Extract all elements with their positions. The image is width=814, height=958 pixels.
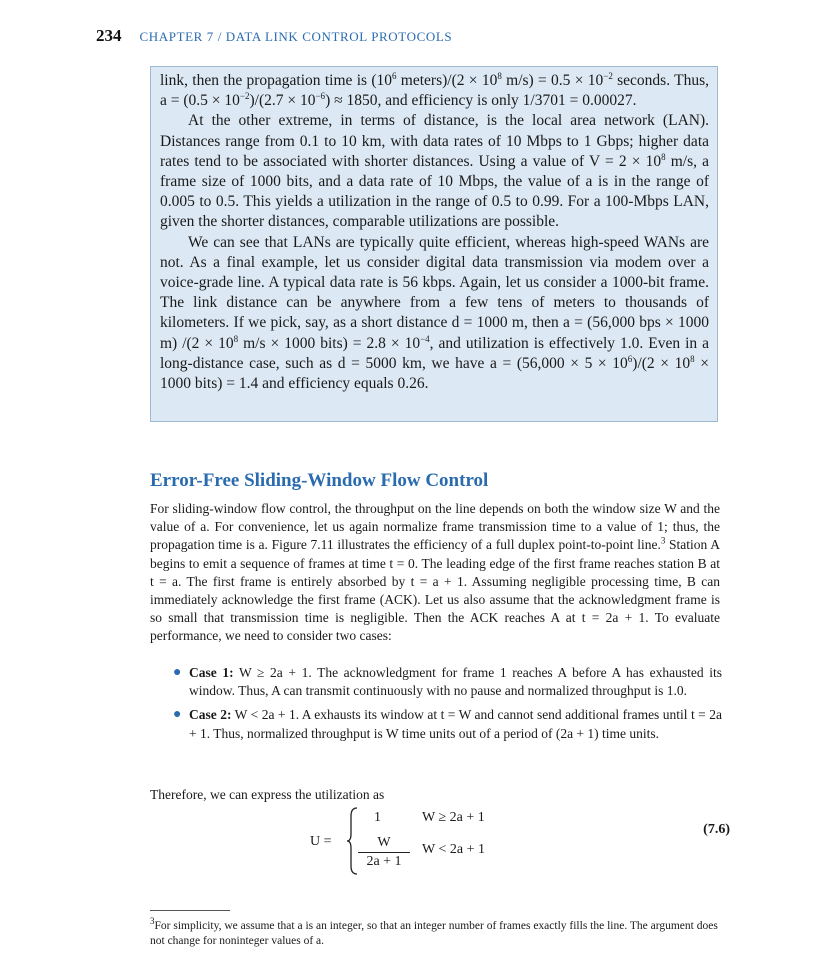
left-brace-icon (346, 806, 358, 876)
equation-case-2-condition: W < 2a + 1 (422, 842, 485, 857)
page-header (96, 26, 452, 52)
equation-case-1-condition: W ≥ 2a + 1 (422, 810, 485, 825)
box-paragraph-3: We can see that LANs are typically quite efficient, whereas high-speed WANs are not. As a final example, let us consider digital data transmission via modem over a voice-grade line. A typical data rate is 56 kbps. Again, let us consider a 1000-bit frame. The link distance can be anywhere from a few tens of meters to thousands of kilometers. If we pick, say, as a short distance d = 1000 m, then a = (56,000 bps × 1000 m) $/(2 \times 10^8$ m/s × 1000 bits) = $2.8 \times 10^{-4}$, and utilization is effectively 1.0. Even in a long-distance case, such as d = 5000 km, we have $a = (56,000 \times 5 \times 10^6)/(2 \times 10^8 \times 1000$ bits) = 1.4 and efficiency equals 0.26. (160, 233, 709, 393)
example-box (150, 66, 718, 422)
footnote-mark: 3 (150, 916, 155, 927)
equation-case-1-value: 1 (374, 810, 381, 825)
equation-7-6 (310, 806, 730, 876)
page-number: 234 (96, 26, 122, 45)
equation-numerator: W (358, 834, 410, 853)
bullet-icon: ● (173, 665, 182, 680)
section-paragraph-1: For sliding-window flow control, the throughput on the line depends on both the window size W and the value of a. For convenience, let us again normalize frame transmission time to a value of 1; thus, the propagation time is a. Figure 7.11 illustrates the efficiency of a full duplex point-to-point line.$^3$ Station A begins to emit a sequence of frames at time t = 0. The leading edge of the first frame reaches station B at t = a. The first frame is entirely absorbed by t = a + 1. Assuming negligible processing time, B can immediately acknowledge the first frame (ACK). Let us also assume that the acknowledgment frame is so small that transmission time is negligible. Then the ACK reaches A at t = 2a + 1. To evaluate performance, we need to consider two cases: (150, 501, 720, 644)
section-paragraph-2: Therefore, we can express the utilization as (150, 787, 385, 802)
bullet-icon: ● (173, 707, 182, 723)
section-title: Error-Free Sliding-Window Flow Control (150, 470, 489, 491)
equation-number: (7.6) (703, 822, 730, 837)
footnote-marker[interactable]: 3 (660, 535, 666, 546)
chapter-title: CHAPTER 7 / DATA LINK CONTROL PROTOCOLS (139, 29, 453, 44)
box-paragraph-1: link, then the propagation time is ($10^6$ meters)/(2 × $10^8$ $m/s) = 0.5 \times 10^{-2}$ seconds. Thus, $a = (0.5 \times 10^{-2})/(2.7 \times 10^{-6}) \approx 1850$, and efficiency is only 1/3701 = 0.00027. (160, 70, 709, 110)
list-item-case-2: ● Case 2: W < 2a + 1. A exhausts its window at t = W and cannot send additional frames until t = 2a + 1. Thus, normalized throughput is W time units out of a period of (2a + 1) time units. (173, 707, 722, 741)
footnote-divider (150, 910, 230, 911)
footnote: $^3$For simplicity, we assume that a is an integer, so that an integer number of frames exactly fills the line. The argument does not change for noninteger values of a. (150, 916, 718, 947)
equation-lhs: U = (310, 834, 332, 849)
case-list (150, 664, 722, 749)
equation-fraction (358, 834, 410, 871)
equation-denominator: 2a + 1 (366, 854, 402, 869)
list-item-case-1: ● Case 1: W ≥ 2a + 1. The acknowledgment for frame 1 reaches A before A has exhausted its window. Thus, A can transmit continuously with no pause and normalized throughput is 1.0. (173, 665, 722, 699)
box-paragraph-2: At the other extreme, in terms of distance, is the local area network (LAN). Distances range from 0.1 to 10 km, with data rates of 10 Mbps to 1 Gbps; higher data rates tend to be associated with shorter distances. Using a value of $V = 2 \times 10^8$ m/s, a frame size of 1000 bits, and a data rate of 10 Mbps, the value of a is in the range of 0.005 to 0.5. This yields a utilization in the range of 0.5 to 0.99. For a 100-Mbps LAN, given the shorter distances, comparable utilizations are possible. (160, 112, 709, 231)
